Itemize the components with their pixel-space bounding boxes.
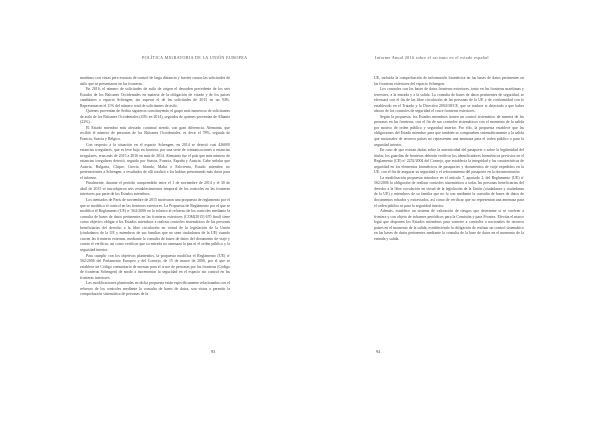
- paragraph: Según la propuesta, los Estados miembros tienen un control sistemático de manera de las personas en las fronteras, con el fin de sus controles sistemáticos con el momento de la salida por motivo de orden público y seguridad interior. Por ello, la propuesta establece que las obligaciones del Estado miembro para que también se comprueben sistemáticamente a la salida que nacionales de terceros países no representen una amenaza para el orden público o para la seguridad interior.: [374, 114, 524, 147]
- paragraph: Quienes provenían de Serbia siguieron constituyendo el grupo más numeroso de solicitantes de asilo de los Balcanes Occidentales (43% en 2014), seguidos de quienes provenían de Albania (22%).: [80, 109, 230, 125]
- running-head-left: POLÍTICA MIGRATORIA DE LA UNIÓN EUROPEA: [142, 55, 248, 60]
- paragraph: En 2016, el número de solicitudes de asilo de origen el desorden precedente de los seis Estados de los Balcanes Occidentales en materia de la obligación de visado y de los países candidatos a espacio Schengen, sin superar el de las solicitudes de 2015 en un 94%. Representaron el 11% del número total de solicitantes de asilo.: [80, 87, 230, 108]
- right-text-column: [374, 76, 524, 242]
- paragraph: En caso de que existan dudas sobre la autenticidad del pasaporte o sobre la legitimidad del titular, los guardias de fronteras deberán verificar los identificadores biométricos previstos en el Reglamento (CE) nº 2252/2004 del Consejo, que establecía la integridad y las características de seguridad en los elementos biométricos de pasaportes y documentos de viaje expedidos en la UE, con el fin de asegurar su seguridad y el reforzamiento del pasaporte en la documentación.: [374, 148, 524, 175]
- paragraph: Los atentados de París de noviembre de 2015 motivaron una propuesta de reglamento por el que se modifica el control en las fronteras exteriores. La Propuesta de Reglamento por el que se modifica el Reglamento (UE) nº 562/2006 en lo relativo al refuerzo de los controles mediante la consulta de bases de datos pertinentes en las fronteras exteriores (COM(2015) 670 final) tiene como objetivo obligar a los Estados miembros a realizar controles sistemáticos de las personas beneficiarias del derecho a la libre circulación en virtud de la legislación de la Unión (ciudadanos de la UE y miembros de sus familias que no sean ciudadanos de la UE) cuando crucen las fronteras externas, mediante la consulta de bases de datos del documento de viaje y contra el verificar, así como verificar que su entrada no amenaza la paz ni el orden público y la seguridad interior.: [80, 198, 230, 252]
- paragraph: Para cumplir con los objetivos planteados, la propuesta modifica el Reglamento (UE) nº 562/2006 del Parlamento Europeo y del Consejo, de 15 de marzo de 2006, por el que se establece un Código comunitario de normas para el cruce de personas por las fronteras (Código de fronteras Schengen) de modo a incrementar la seguridad en el espacio sin control en las fronteras interiores.: [80, 253, 230, 280]
- paragraph: Finalmente, durante el período comprendido entre el 1 de noviembre de 2014 y el 30 de abril de 2015 se introdujeron seis restablecimientos temporal de los controles en las fronteras interiores por parte de los Estados miembros.: [80, 181, 230, 197]
- page-number-left: 93: [211, 349, 216, 354]
- paragraph: Los controles con las bases de datos fronteras exteriores, tanto en las fronteras marítimas y terrestres, a la entrada y a la salida. La consulta de bases de datos pertinentes de seguridad, se efectuará con el fin de las libre circulación de las personas de la UE y de conformidad con lo establecido en el Tratado y la Directiva 2004/38/CE, que se traduce si detectado a que haber ahorro de los controles de seguridad el cruce fronteras exteriores.: [374, 87, 524, 114]
- paragraph: Con respecto a la situación en el espacio Schengen, en 2014 se detectó casi 426000 estancias irregulares, que es leve bajo en frontera, por una serie de comunicaciones a estancias irregulares, eran más de 2015 a 2016 en más de 2014. Alemania fue el país que más número de estancias irregulares detectó, seguido por Suecia, Francia, España y Austria. Cabe señalar que Austria, Bulgaria, Chipre, Grecia, Irlanda, Malta o Eslovenia, Estado miembro no pertenecientes a Schengen, a resultados de allí totalizó a los habían presentando más datos para el informe.: [80, 142, 230, 180]
- paragraph: Las modificaciones planteadas en dicha propuesta están específicamente relacionadas con el refuerzo de los controles mediante la consulta de bases de datos, son vistas a permitir la comprobación sistemática de personas de la: [80, 281, 230, 297]
- page-number-right: 94: [376, 349, 381, 354]
- running-head-right: Informe Anual 2016 sobre el racismo en el estado español: [375, 55, 489, 60]
- paragraph: marítimo con vistas pero estatuto de control de larga distancia y fuertes causas las solicitudes de asilo que se presentaron en las fronteras.: [80, 76, 230, 86]
- left-text-column: [80, 76, 230, 298]
- paragraph: El Estado miembro más afectado continuó siendo, con gran diferencia, Alemania, que recibió el número de personas de los Balcanes Occidentales, es decir el 78%, seguida de Francia, Suecia y Bélgica.: [80, 125, 230, 142]
- paragraph: La modificación propuesta introduce en el artículo 7, apartado 2, del Reglamento (UE) nº 562/2006 la obligación de realizar controles sistemáticos a todas las personas beneficiarias del derecho a la libre circulación en virtud de la legislación de la Unión (ciudadanos y ciudadanas de la UE) y miembros de su familia que no lo son mediante la consulta de bases de datos de documentos robados y extraviados, así como de verificar que no representan una amenaza para el orden público ni para la seguridad interior.: [374, 175, 524, 208]
- paragraph: Además, establece un sistema de valoración de riesgos que determine si se vuelven a frontera y con objeto de informes periódicos para la Comisión y para Frontex. Efectúa el marco legal que disponen los Estados miembros para someter a controles a nacionales de terceros países en el momento de la salida, estableciendo la obligación de realizar un control sistemático en las bases de datos pertinentes mediante la consulta de la base de datos en el momento de la entrada y salida.: [374, 209, 524, 241]
- right-page: [300, 0, 600, 424]
- paragraph: UE, incluida la comprobación de información biométrica en las bases de datos pertinentes en las fronteras exteriores del espacio Schengen.: [374, 76, 524, 86]
